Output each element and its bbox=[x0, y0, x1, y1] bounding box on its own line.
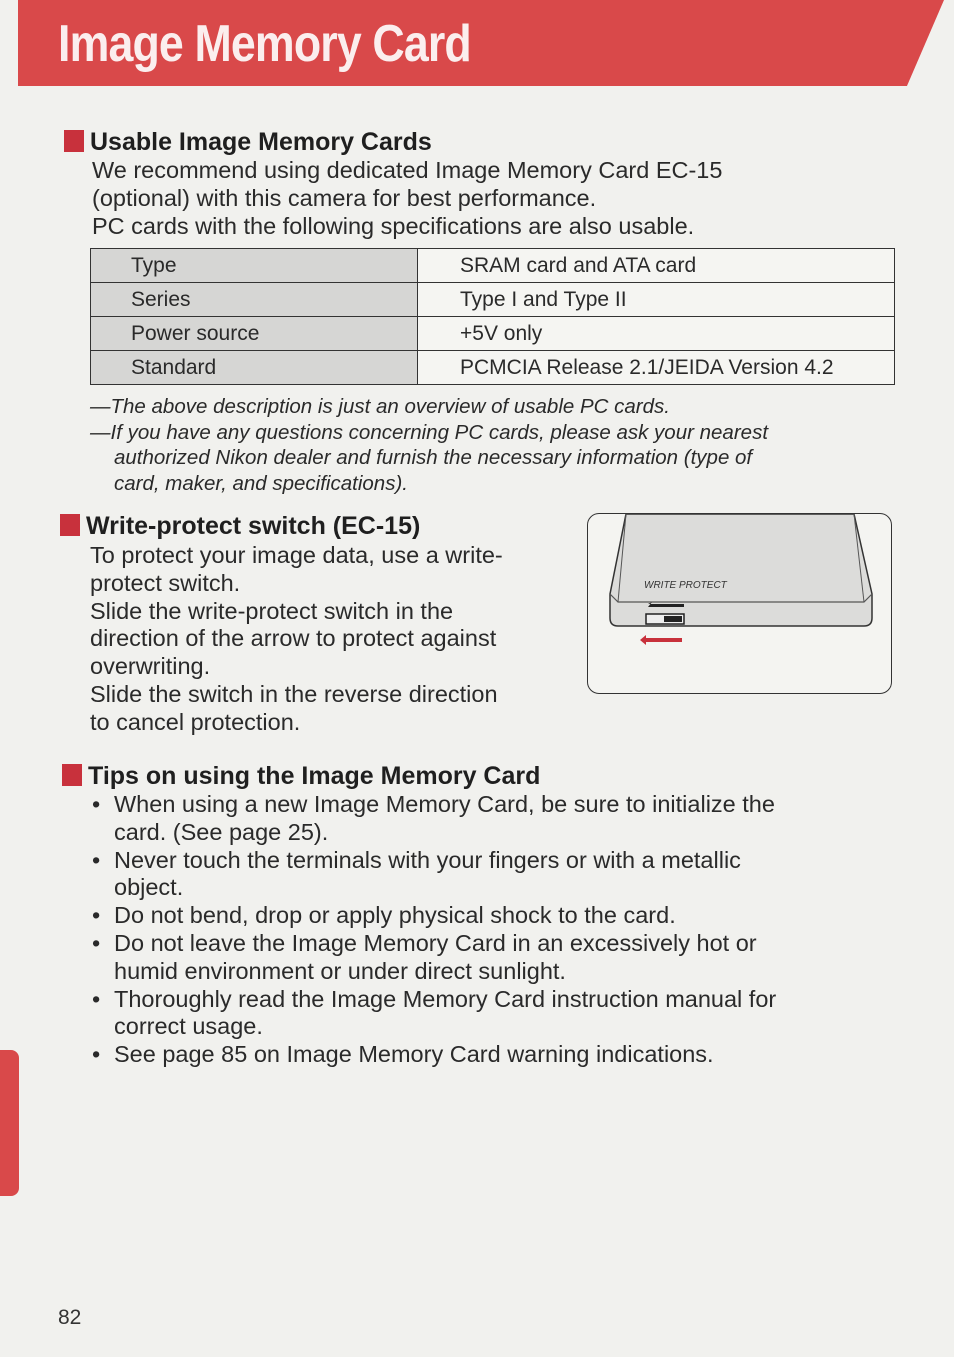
section-heading-write-protect bbox=[60, 512, 420, 541]
para-line: to cancel protection. bbox=[90, 708, 301, 735]
para-line: protect switch. bbox=[90, 569, 241, 596]
section-heading-usable-cards bbox=[64, 128, 432, 157]
heading-marker-icon bbox=[62, 764, 82, 786]
tip-line: See page 85 on Image Memory Card warning indications. bbox=[114, 1041, 714, 1068]
para-line: To protect your image data, use a write- bbox=[90, 542, 503, 568]
table-row bbox=[91, 351, 895, 385]
tip-line: Never touch the terminals with your fingers or with a metallic bbox=[114, 846, 741, 873]
para-line: Slide the switch in the reverse direction bbox=[90, 680, 498, 707]
table-notes bbox=[90, 394, 768, 496]
note-line: —The above description is just an overview of usable PC cards. bbox=[90, 395, 670, 418]
table-value: Type I and Type II bbox=[418, 283, 895, 317]
section-heading-tips bbox=[62, 762, 540, 791]
tip-line: correct usage. bbox=[114, 1013, 263, 1040]
pc-card-spec-table bbox=[90, 248, 895, 385]
list-item bbox=[92, 986, 776, 1042]
write-protect-label: WRITE PROTECT bbox=[644, 580, 727, 591]
tip-line: humid environment or under direct sunlight. bbox=[114, 957, 566, 984]
list-item bbox=[92, 791, 776, 847]
page-title: Image Memory Card bbox=[58, 15, 471, 73]
table-value: SRAM card and ATA card bbox=[418, 249, 895, 283]
para-line: Slide the write-protect switch in the bbox=[90, 597, 454, 624]
bullet-icon: • bbox=[92, 902, 101, 929]
table-value: PCMCIA Release 2.1/JEIDA Version 4.2 bbox=[418, 351, 895, 385]
para-line: PC cards with the following specifications are also usable. bbox=[92, 212, 695, 239]
list-item bbox=[92, 902, 776, 930]
tip-line: card. (See page 25). bbox=[114, 818, 329, 845]
bullet-icon: • bbox=[92, 791, 101, 817]
tips-list bbox=[92, 791, 776, 1069]
page-number: 82 bbox=[58, 1306, 82, 1329]
para-line: direction of the arrow to protect against bbox=[90, 625, 497, 652]
bullet-icon: • bbox=[92, 929, 101, 956]
heading-text: Tips on using the Image Memory Card bbox=[88, 762, 541, 790]
note-line: —If you have any questions concerning PC cards, please ask your nearest bbox=[90, 420, 769, 444]
write-protect-paragraph bbox=[90, 542, 503, 737]
memory-card-icon bbox=[588, 514, 890, 692]
write-protect-illustration bbox=[587, 513, 892, 694]
tip-line: Do not bend, drop or apply physical shock to the card. bbox=[114, 902, 676, 929]
tip-line: Thoroughly read the Image Memory Card instruction manual for bbox=[114, 985, 777, 1012]
list-item bbox=[92, 1041, 776, 1069]
table-row bbox=[91, 283, 895, 317]
tip-line: When using a new Image Memory Card, be sure to initialize the bbox=[114, 791, 775, 817]
heading-marker-icon bbox=[60, 514, 80, 536]
note-line: card, maker, and specifications). bbox=[114, 471, 408, 495]
heading-marker-icon bbox=[64, 130, 84, 152]
heading-text: Write-protect switch (EC-15) bbox=[86, 512, 421, 540]
chapter-thumb-tab bbox=[0, 1050, 19, 1196]
table-row bbox=[91, 317, 895, 351]
list-item bbox=[92, 930, 776, 986]
table-key: Series bbox=[91, 283, 418, 317]
usable-cards-paragraph bbox=[92, 157, 722, 240]
list-item bbox=[92, 847, 776, 903]
table-row bbox=[91, 249, 895, 283]
bullet-icon: • bbox=[92, 1041, 101, 1068]
para-line: (optional) with this camera for best performance. bbox=[92, 184, 597, 211]
table-key: Power source bbox=[91, 317, 418, 351]
table-key: Standard bbox=[91, 351, 418, 385]
bullet-icon: • bbox=[92, 985, 101, 1012]
table-value: +5V only bbox=[418, 317, 895, 351]
para-line: We recommend using dedicated Image Memory Card EC-15 bbox=[92, 157, 723, 183]
tip-line: Do not leave the Image Memory Card in an excessively hot or bbox=[114, 929, 757, 956]
tip-line: object. bbox=[114, 874, 184, 901]
para-line: overwriting. bbox=[90, 653, 211, 680]
note-line: authorized Nikon dealer and furnish the necessary information (type of bbox=[114, 446, 753, 469]
table-key: Type bbox=[91, 249, 418, 283]
heading-text: Usable Image Memory Cards bbox=[90, 128, 432, 156]
bullet-icon: • bbox=[92, 846, 101, 873]
